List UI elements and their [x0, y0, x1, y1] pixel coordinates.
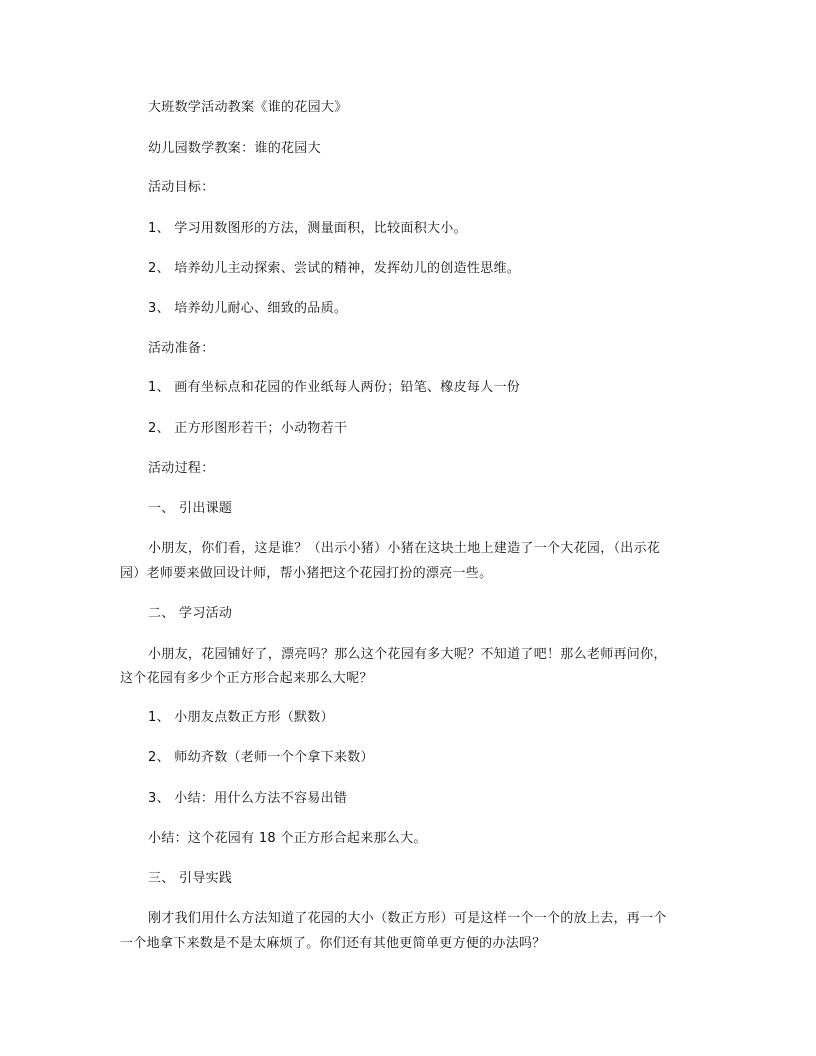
list-item: 3、 小结：用什么方法不容易出错	[148, 791, 348, 806]
paragraph-line: 一个地拿下来数是不是太麻烦了。你们还有其他更简单更方便的办法吗？	[120, 936, 546, 951]
section-heading: 三、 引导实践	[148, 871, 233, 886]
paragraph-line: 刚才我们用什么方法知道了花园的大小（数正方形）可是这样一个一个的放上去，再一个	[148, 911, 667, 926]
goal-item: 1、 学习用数图形的方法，测量面积，比较面积大小。	[148, 221, 467, 236]
list-item: 2、 师幼齐数（老师一个个拿下来数）	[148, 750, 374, 765]
section-heading: 二、 学习活动	[148, 606, 233, 621]
goals-heading: 活动目标：	[148, 180, 215, 195]
goal-item: 3、 培养幼儿耐心、细致的品质。	[148, 301, 348, 316]
process-heading: 活动过程：	[148, 461, 215, 476]
goal-item: 2、 培养幼儿主动探索、尝试的精神，发挥幼儿的创造性思维。	[148, 261, 521, 276]
section-heading: 一、 引出课题	[148, 501, 233, 516]
document-title: 大班数学活动教案《谁的花园大》	[148, 100, 348, 115]
list-item: 1、 小朋友点数正方形（默数）	[148, 710, 334, 725]
document-subtitle: 幼儿园数学教案：谁的花园大	[148, 141, 321, 156]
paragraph-line: 这个花园有多少个正方形合起来那么大呢？	[120, 671, 373, 686]
paragraph-line: 园）老师要来做回设计师，帮小猪把这个花园打扮的漂亮一些。	[120, 566, 493, 581]
paragraph-line: 小朋友，花园铺好了，漂亮吗？那么这个花园有多大呢？不知道了吧！那么老师再问你，	[148, 647, 667, 662]
prep-item: 2、 正方形图形若干；小动物若干	[148, 421, 348, 436]
prep-item: 1、 画有坐标点和花园的作业纸每人两份；铅笔、橡皮每人一份	[148, 380, 521, 395]
prep-heading: 活动准备：	[148, 341, 215, 356]
paragraph-line: 小朋友，你们看，这是谁？（出示小猪）小猪在这块土地上建造了一个大花园，（出示花	[148, 541, 661, 556]
summary-line: 小结：这个花园有 18 个正方形合起来那么大。	[148, 831, 427, 846]
